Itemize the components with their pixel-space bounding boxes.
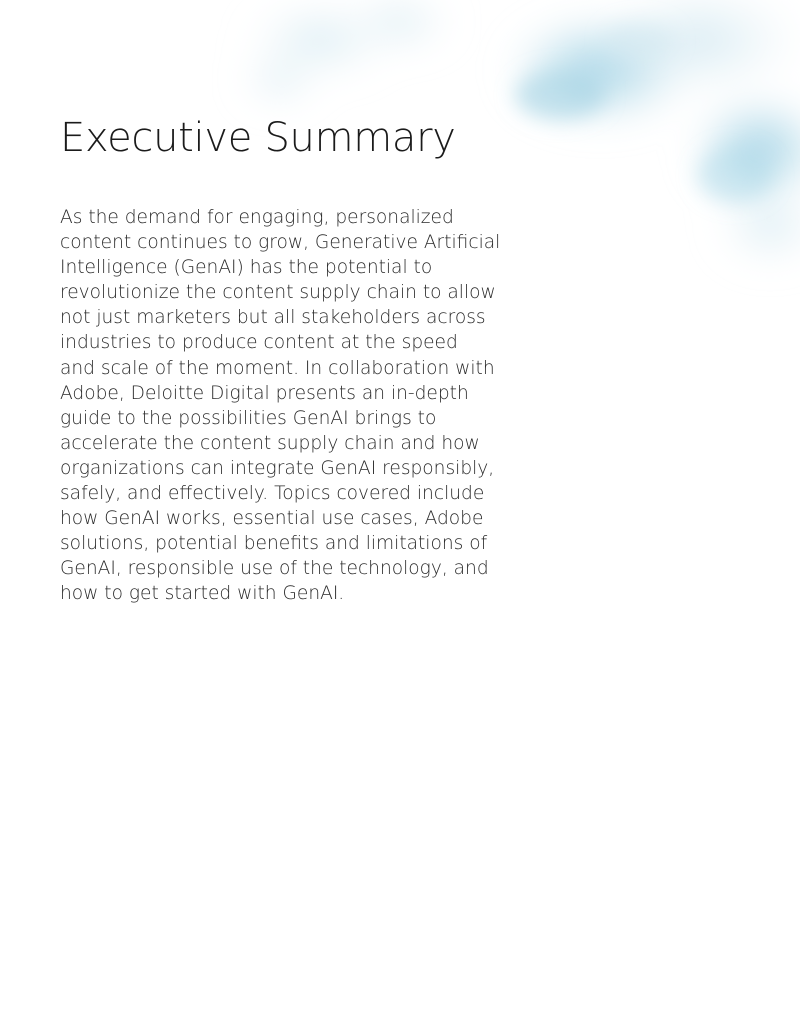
- summary-line: safely, and effectively. Topics covered include: [60, 483, 485, 505]
- summary-line: industries to produce content at the speed: [60, 332, 458, 354]
- summary-line: content continues to grow, Generative Artificial: [60, 232, 501, 254]
- summary-line: guide to the possibilities GenAI brings to: [60, 407, 437, 429]
- summary-line: accelerate the content supply chain and how: [60, 432, 480, 454]
- summary-line: revolutionize the content supply chain to allow: [60, 282, 496, 304]
- summary-line: Adobe, Deloitte Digital presents an in-depth: [60, 382, 469, 404]
- cloud-right-cluster: [505, 0, 800, 265]
- summary-line: how GenAI works, essential use cases, Adobe: [60, 508, 484, 530]
- cloud-left-cluster: [240, 0, 455, 104]
- summary-paragraph: [60, 205, 510, 607]
- summary-line: organizations can integrate GenAI responsibly,: [60, 457, 495, 479]
- page-title: Executive Summary: [60, 115, 456, 161]
- cloud-right-detail: [515, 22, 773, 203]
- summary-line: As the demand for engaging, personalized: [60, 207, 454, 228]
- summary-line: GenAI, responsible use of the technology, and: [60, 558, 489, 580]
- summary-line: and scale of the moment. In collaboration with: [60, 357, 495, 379]
- summary-line: solutions, potential benefits and limitations of: [60, 533, 488, 555]
- summary-line: Intelligence (GenAI) has the potential to: [60, 257, 433, 279]
- summary-line: how to get started with GenAI.: [60, 583, 345, 605]
- summary-line: not just marketers but all stakeholders across: [60, 307, 486, 329]
